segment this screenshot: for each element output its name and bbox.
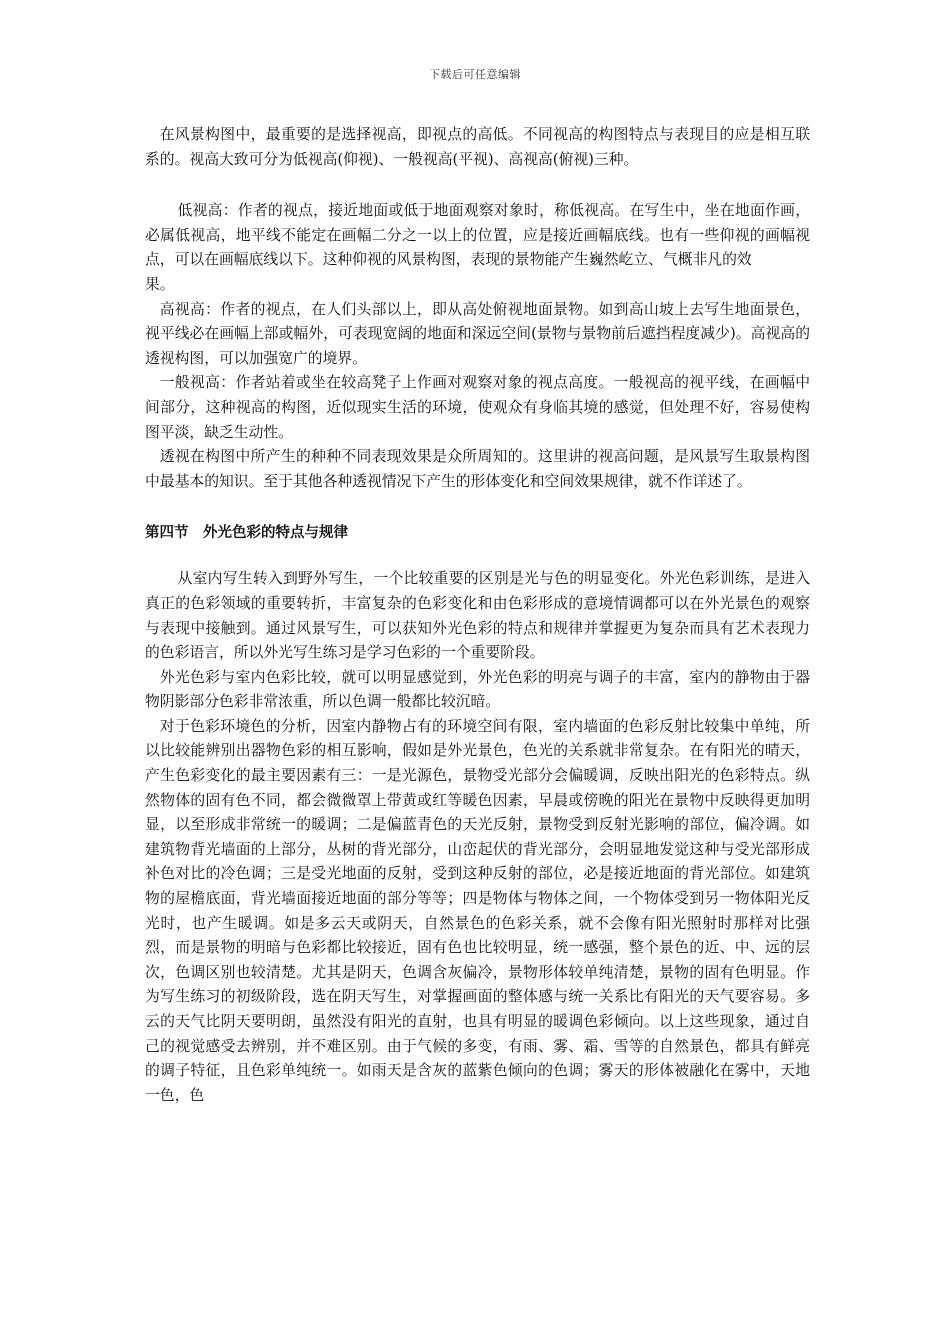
page-header: 下载后可任意编辑 xyxy=(429,68,521,81)
spacer xyxy=(145,494,810,521)
paragraph-outdoor-color-intro: 从室内写生转入到野外写生，一个比较重要的区别是光与色的明显变化。外光色彩训练，是进入真正的色彩领域的重要转折，丰富复杂的色彩变化和由色彩形成的意境情调都可以在外光景色的观察与表现中接触到。通过风景写生，可以获知外光色彩的特点和规律并掌握更为复杂而具有艺术表现力的色彩语言，所以外光写生练习是学习色彩的一个重要阶段。 xyxy=(145,570,810,662)
paragraph-high-viewpoint: 高视高：作者的视点，在人们头部以上，即从高处俯视地面景物。如到高山坡上去写生地面景色，视平线必在画幅上部或幅外，可表现宽阔的地面和深远空间(景物与景物前后遮挡程度减少)。高视高的透视构图，可以加强宽广的境界。 xyxy=(145,300,810,367)
paragraph-low-viewpoint: 低视高：作者的视点，接近地面或低于地面观察对象时，称低视高。在写生中，坐在地面作画，必属低视高，地平线不能定在画幅二分之一以上的位置，应是接近画幅底线。也有一些仰视的画幅视点，可以在画幅底线以下。这种仰视的风景构图，表现的景物能产生巍然屹立、气概非凡的效 xyxy=(145,202,810,269)
section-title: 第四节 外光色彩的特点与规律 xyxy=(145,525,348,542)
paragraph-perspective-summary: 透视在构图中所产生的种种不同表现效果是众所周知的。这里讲的视高问题，是风景写生取景构图中最基本的知识。至于其他各种透视情况下产生的形体变化和空间效果规律，就不作详述了。 xyxy=(145,448,810,490)
spacer xyxy=(145,545,810,567)
document-body xyxy=(145,123,810,1108)
paragraph-outdoor-vs-indoor: 外光色彩与室内色彩比较，就可以明显感觉到，外光色彩的明亮与调子的丰富，室内的静物由于器物阴影部分色彩非常浓重，所以色调一般都比较沉暗。 xyxy=(145,668,810,711)
paragraph-normal-viewpoint: 一般视高：作者站着或坐在较高凳子上作画对观察对象的视点高度。一般视高的视平线，在画幅中间部分，这种视高的构图，近似现实生活的环境，使观众有身临其境的感觉，但处理不好，容易使构图平淡，缺乏生动性。 xyxy=(145,374,810,441)
spacer xyxy=(145,172,810,199)
paragraph-low-viewpoint-tail: 果。 xyxy=(145,275,175,293)
paragraph-viewpoint-intro: 在风景构图中，最重要的是选择视高，即视点的高低。不同视高的构图特点与表现目的应是相互联系的。视高大致可分为低视高(仰视)、一般视高(平视)、高视高(俯视)三种。 xyxy=(145,126,810,168)
paragraph-environment-color: 对于色彩环境色的分析，因室内静物占有的环境空间有限，室内墙面的色彩反射比较集中单纯，所以比较能辨别出器物色彩的相互影响，假如是外光景色，色光的关系就非常复杂。在有阳光的晴天，产生色彩变化的最主要因素有三：一是光源色，景物受光部分会偏暖调，反映出阳光的色彩特点。纵然物体的固有色不同，都会微微罩上带黄或红等暖色因素，早晨或傍晚的阳光在景物中反映得更加明显，以至形成非常统一的暖调；二是偏蓝青色的天光反射，景物受到反射光影响的部位，偏冷调。如建筑物背光墙面的上部分，丛树的背光部分，山峦起伏的背光部分，会明显地发觉这种与受光部形成补色对比的冷色调；三是受光地面的反射，受到这种反射的部位，必是接近地面的背光部位。如建筑物的屋檐底面，背光墙面接近地面的部分等等；四是物体与物体之间，一个物体受到另一物体阳光反光时，也产生暖调。如是多云天或阴天，自然景色的色彩关系，就不会像有阳光照射时那样对比强烈，而是景物的明暗与色彩都比较接近，固有色也比较明显，统一感强，整个景色的近、中、远的层次，色调区别也较清楚。尤其是阴天，色调含灰偏冷，景物形体较单纯清楚，景物的固有色明显。作为写生练习的初级阶段，选在阴天写生，对掌握画面的整体感与统一关系比有阳光的天气要容易。多云的天气比阴天要明朗，虽然没有阳光的直射，也具有明显的暖调色彩倾向。以上这些现象，通过自己的视觉感受去辨别，并不难区别。由于气候的多变，有雨、雾、霜、雪等的自然景色，都具有鲜亮的调子特征，且色彩单纯统一。如雨天是含灰的蓝紫色倾向的色调；雾天的形体被融化在雾中，天地一色，色 xyxy=(145,717,810,1104)
